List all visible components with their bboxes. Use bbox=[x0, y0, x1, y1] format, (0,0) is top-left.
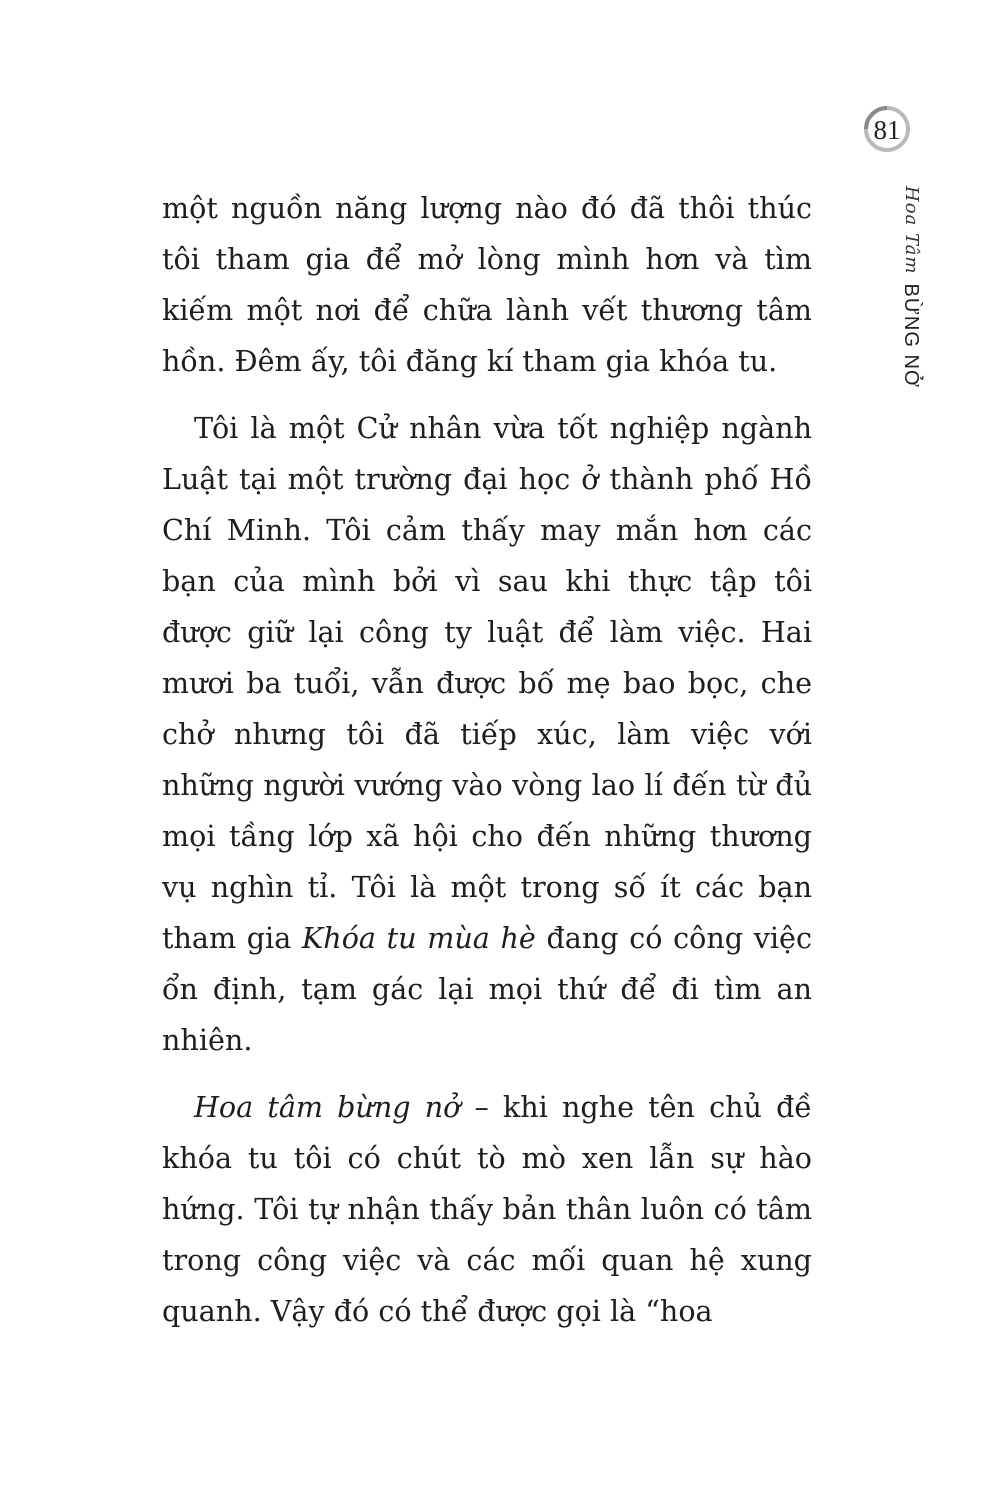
body-text bbox=[162, 183, 812, 1353]
paragraph-2 bbox=[162, 403, 812, 1066]
header-script-title: Hoa Tâm bbox=[901, 186, 922, 275]
paragraph-1 bbox=[162, 183, 812, 387]
header-caps-title: BỪNG NỞ bbox=[900, 283, 922, 389]
running-header bbox=[868, 186, 928, 389]
page-number: 81 bbox=[873, 115, 901, 145]
paragraph-2-italic-title: Khóa tu mùa hè bbox=[301, 921, 536, 955]
paragraph-3 bbox=[162, 1082, 812, 1337]
paragraph-2-text-after: đang có công việc ổn định, tạm gác lại mọi thứ để đi tìm an nhiên. bbox=[162, 921, 812, 1057]
paragraph-1-text: một nguồn năng lượng nào đó đã thôi thúc tôi tham gia để mở lòng mình hơn và tìm kiếm một nơi để chữa lành vết thương tâm hồn. Đêm ấy, tôi đăng kí tham gia khóa tu. bbox=[162, 191, 812, 378]
paragraph-3-text-after: – khi nghe tên chủ đề khóa tu tôi có chút tò mò xen lẫn sự hào hứng. Tôi tự nhận thấy bản thân luôn có tâm trong công việc và các mối quan hệ xung quanh. Vậy đó có thể được gọi là “hoa bbox=[162, 1090, 812, 1328]
paragraph-2-text-before: Tôi là một Cử nhân vừa tốt nghiệp ngành Luật tại một trường đại học ở thành phố Hồ Chí Minh. Tôi cảm thấy may mắn hơn các bạn của mình bởi vì sau khi thực tập tôi được giữ lại công ty luật để làm việc. Hai mươi ba tuổi, vẫn được bố mẹ bao bọc, che chở nhưng tôi đã tiếp xúc, làm việc với những người vướng vào vòng lao lí đến từ đủ mọi tầng lớp xã hội cho đến những thương vụ nghìn tỉ. Tôi là một trong số ít các bạn tham gia bbox=[162, 411, 812, 955]
paragraph-3-italic-title: Hoa tâm bừng nở bbox=[194, 1090, 461, 1124]
page-number-badge bbox=[862, 104, 912, 154]
